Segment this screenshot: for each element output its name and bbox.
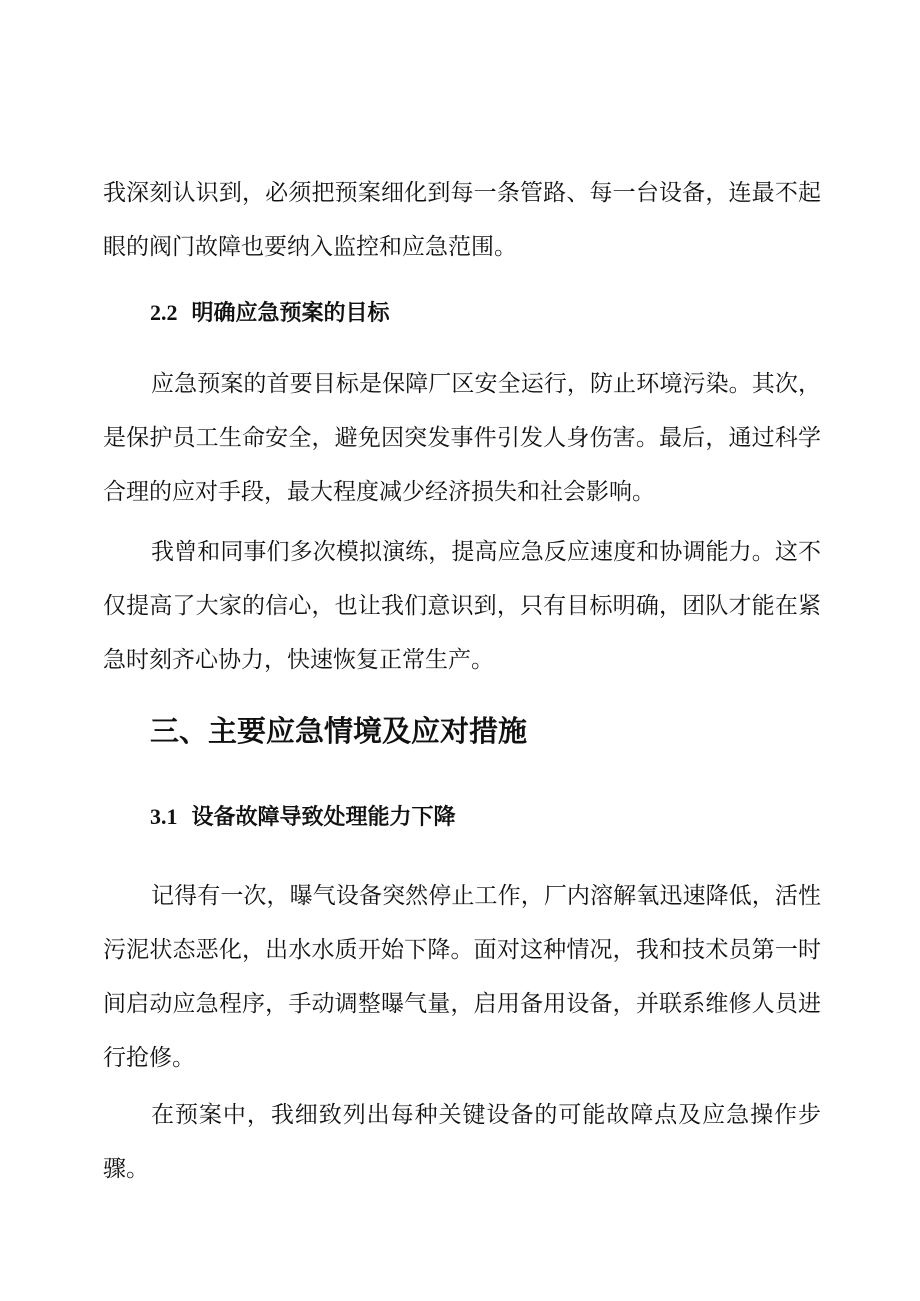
paragraph-goals: 应急预案的首要目标是保障厂区安全运行，防止环境污染。其次，是保护员工生命安全，避免因突发事件引发人身伤害。最后，通过科学合理的应对手段，最大程度减少经济损失和社会影响。 bbox=[103, 371, 821, 505]
section-number: 3.1 bbox=[150, 804, 178, 829]
section-title: 设备故障导致处理能力下降 bbox=[191, 805, 456, 830]
chapter-heading-3: 三、主要应急情境及应对措施 bbox=[150, 714, 528, 748]
section-title: 明确应急预案的目标 bbox=[191, 301, 390, 326]
paragraph-fault-points: 在预案中，我细致列出每种关键设备的可能故障点及应急操作步骤。 bbox=[103, 1102, 821, 1182]
paragraph-aeration-failure: 记得有一次，曝气设备突然停止工作，厂内溶解氧迅速降低，活性污泥状态恶化，出水水质开始下降。面对这种情况，我和技术员第一时间启动应急程序，手动调整曝气量，启用备用设备，并联系维修人员进行抢修。 bbox=[103, 883, 821, 1071]
paragraph-drills: 我曾和同事们多次模拟演练，提高应急反应速度和协调能力。这不仅提高了大家的信心，也让我们意识到，只有目标明确，团队才能在紧急时刻齐心协力，快速恢复正常生产。 bbox=[103, 539, 821, 673]
section-number: 2.2 bbox=[150, 300, 178, 325]
section-heading-2-2 bbox=[150, 298, 390, 329]
paragraph-valve-monitoring: 我深刻认识到，必须把预案细化到每一条管路、每一台设备，连最不起眼的阀门故障也要纳入监控和应急范围。 bbox=[103, 180, 821, 260]
section-heading-3-1 bbox=[150, 802, 456, 833]
